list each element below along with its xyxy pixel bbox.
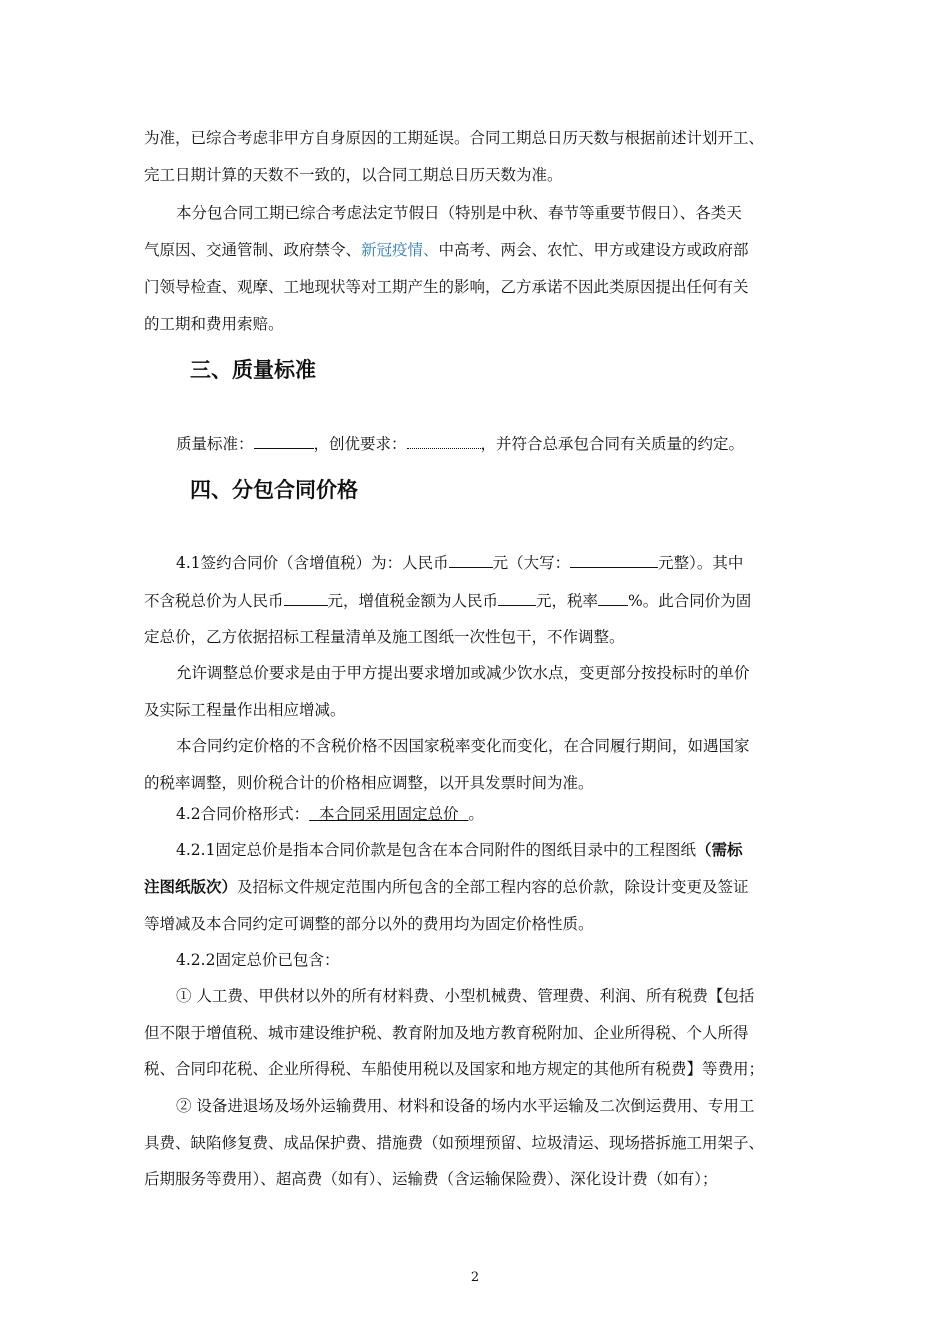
paragraph-line: 定总价，乙方依据招标工程量清单及施工图纸一次性包干，不作调整。 [144, 628, 625, 646]
list-item-1-line: ① 人工费、甲供材以外的所有材料费、小型机械费、管理费、利润、所有税费【包括 [176, 987, 755, 1005]
section-heading-4: 四、分包合同价格 [190, 478, 358, 502]
paragraph-line: 为准，已综合考虑非甲方自身原因的工期延误。合同工期总日历天数与根据前述计划开工、 [144, 129, 765, 147]
paragraph-line [176, 550, 950, 575]
text-run: ，创优要求： [313, 435, 407, 453]
text-run: 。 [468, 805, 484, 823]
fill-blank [449, 550, 493, 568]
fill-blank [407, 431, 481, 449]
paragraph-line [144, 238, 950, 262]
text-run: 气原因、交通管制、政府禁令、 [144, 241, 362, 259]
quality-line [176, 431, 950, 456]
text-run: ，并符合总承包合同有关质量的约定。 [480, 435, 745, 453]
paragraph-line: 4.2.2固定总价已包含： [176, 951, 340, 969]
highlighted-term: 新冠疫情、 [361, 241, 439, 259]
paragraph-line: 的税率调整，则价税合计的价格相应调整，以开具发票时间为准。 [144, 774, 594, 792]
paragraph-line: 等增减及本合同约定可调整的部分以外的费用均为固定价格性质。 [144, 915, 594, 933]
text-run: 元整）。其中 [658, 554, 744, 572]
fill-blank [254, 431, 314, 449]
list-item-1-line: 税、合同印花税、企业所得税、车船使用税以及国家和地方规定的其他所有税费】等费用； [144, 1060, 765, 1078]
page-number: 2 [470, 1270, 480, 1285]
fill-blank [570, 550, 658, 568]
text-run: 不含税总价为人民币 [144, 592, 284, 610]
fill-blank [498, 588, 536, 606]
list-item-2-line: 具费、缺陷修复费、成品保护费、措施费（如预埋预留、垃圾清运、现场搭拆施工用架子、 [144, 1134, 765, 1152]
contract-price-form: 本合同采用固定总价 [309, 805, 469, 823]
paragraph-line [144, 588, 950, 613]
text-run: 元，税率 [536, 592, 599, 610]
paragraph-line: 及实际工程量作出相应增减。 [144, 701, 346, 719]
text-run: 质量标准： [176, 435, 254, 453]
paragraph-line [176, 802, 950, 826]
fill-blank [284, 588, 328, 606]
text-run: 元，增值税金额为人民币 [327, 592, 499, 610]
text-run: 中高考、两会、农忙、甲方或建设方或政府部 [438, 241, 749, 259]
bold-note: 注图纸版次） [144, 877, 238, 896]
paragraph-line: 门领导检查、观摩、工地现状等对工期产生的影响，乙方承诺不因此类原因提出任何有关 [144, 278, 749, 296]
bold-note: （需标 [695, 840, 743, 859]
text-run: 4.2.1固定总价是指本合同价款是包含在本合同附件的图纸目录中的工程图纸 [176, 841, 696, 859]
paragraph-line [176, 838, 950, 862]
paragraph-line: 本分包合同工期已综合考虑法定节假日（特别是中秋、春节等重要节假日）、各类天 [176, 204, 742, 222]
paragraph-line: 的工期和费用索赔。 [144, 315, 284, 333]
list-item-2-line: ② 设备进退场及场外运输费用、材料和设备的场内水平运输及二次倒运费用、专用工 [176, 1097, 755, 1115]
list-item-2-line: 后期服务等费用）、超高费（如有）、运输费（含运输保险费）、深化设计费（如有）； [144, 1170, 718, 1188]
section-heading-3: 三、质量标准 [190, 358, 316, 382]
text-run: 4.2合同价格形式： [176, 805, 310, 823]
paragraph-line: 允许调整总价要求是由于甲方提出要求增加或减少饮水点，变更部分按投标时的单价 [176, 664, 750, 682]
fill-blank [598, 588, 628, 606]
text-run: 及招标文件规定范围内所包含的全部工程内容的总价款，除设计变更及签证 [237, 878, 749, 896]
paragraph-line: 完工日期计算的天数不一致的，以合同工期总日历天数为准。 [144, 166, 563, 184]
paragraph-line: 本合同约定价格的不含税价格不因国家税率变化而变化，在合同履行期间，如遇国家 [176, 737, 750, 755]
text-run: %。此合同价为固 [628, 592, 752, 610]
text-run: 元（大写： [492, 554, 571, 572]
paragraph-line [144, 875, 950, 899]
list-item-1-line: 但不限于增值税、城市建设维护税、教育附加及地方教育税附加、企业所得税、个人所得 [144, 1024, 749, 1042]
text-run: 4.1签约合同价（含增值税）为：人民币 [176, 554, 449, 572]
